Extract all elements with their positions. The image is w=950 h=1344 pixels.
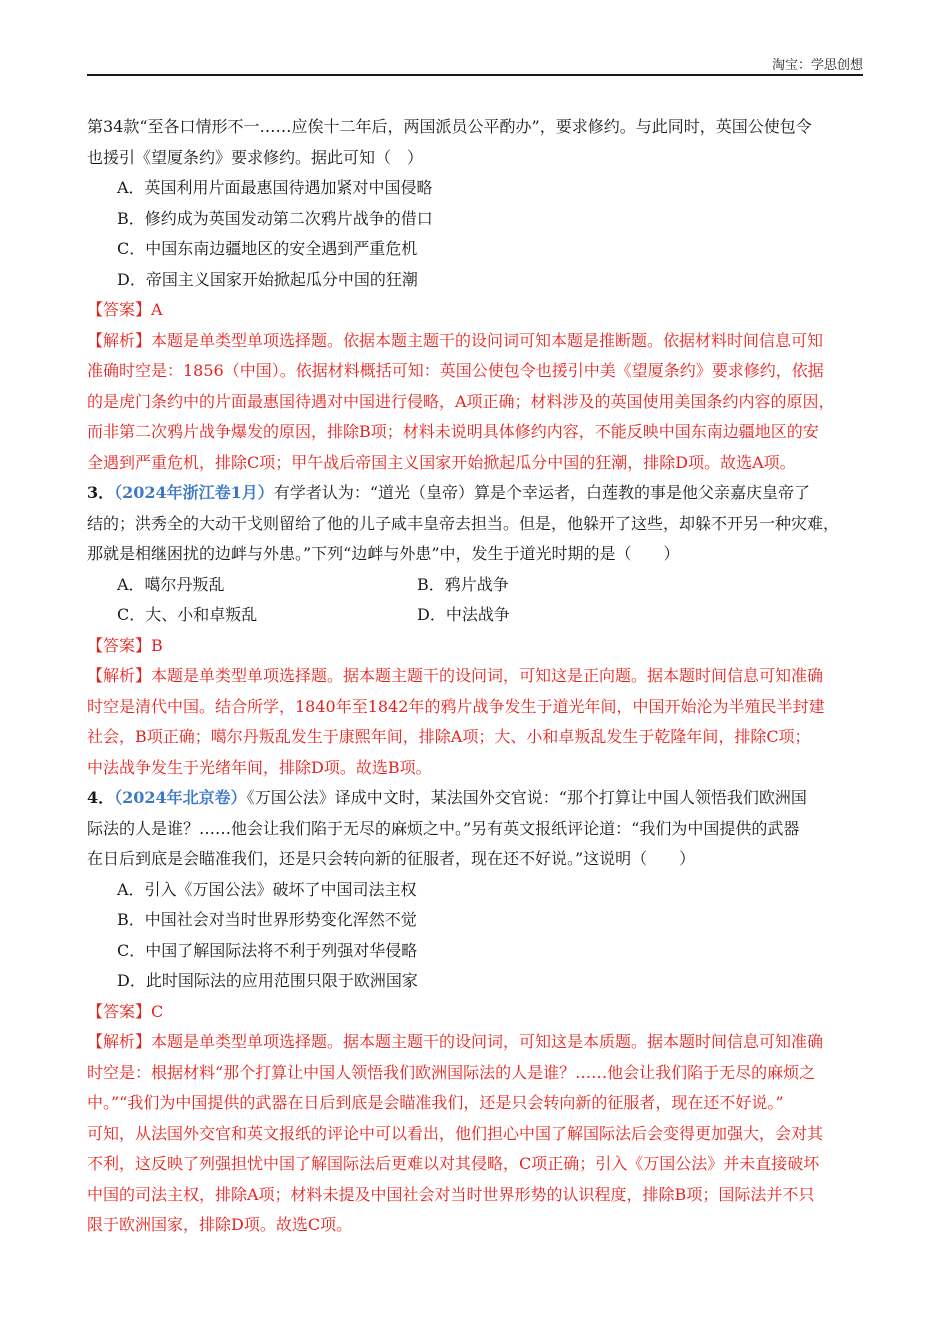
page-content bbox=[87, 112, 865, 1241]
q2-analysis-line-3: 的是虎门条约中的片面最惠国待遇对中国进行侵略，A项正确；材料涉及的英国使用美国条约内容的原因， bbox=[87, 391, 835, 411]
q4-analysis-line-1: 【解析】本题是单类型单项选择题。据本题主题干的设问词，可知这是本质题。据本题时间信息可知准确 bbox=[87, 1032, 824, 1051]
q2-option-c: C．中国东南边疆地区的安全遇到严重危机 bbox=[117, 239, 418, 258]
q2-option-b: B．修约成为英国发动第二次鸦片战争的借口 bbox=[117, 208, 433, 228]
q4-stem-line-1 bbox=[87, 783, 865, 814]
q3-number: 3． bbox=[87, 483, 115, 502]
question-3 bbox=[87, 478, 865, 783]
question-4 bbox=[87, 783, 865, 1241]
question-2 bbox=[87, 112, 865, 478]
q2-analysis-line-4: 而非第二次鸦片战争爆发的原因，排除B项；材料未说明具体修约内容，不能反映中国东南边疆地区的安 bbox=[87, 422, 819, 441]
q2-analysis-line-1: 【解析】本题是单类型单项选择题。依据本题主题干的设问词可知本题是推断题。依据材料时间信息可知 bbox=[87, 330, 824, 350]
q4-number: 4． bbox=[87, 788, 115, 807]
q3-stem-line-3: 那就是相继困扰的边衅与外患。”下列“边衅与外患”中，发生于道光时期的是（ ） bbox=[87, 544, 680, 563]
header-shop-text: 淘宝：学思创想 bbox=[771, 58, 863, 73]
q3-option-c: C．大、小和卓叛乱 bbox=[117, 605, 258, 624]
q3-option-a: A．噶尔丹叛乱 bbox=[117, 574, 225, 594]
q4-option-b: B．中国社会对当时世界形势变化浑然不觉 bbox=[117, 910, 417, 929]
q3-option-d: D．中法战争 bbox=[417, 605, 510, 624]
q4-analysis-line-5: 不利，这反映了列强担忧中国了解国际法后更难以对其侵略，C项正确；引入《万国公法》并未直接破坏 bbox=[87, 1154, 820, 1173]
q4-option-d: D．此时国际法的应用范围只限于欧洲国家 bbox=[117, 971, 418, 990]
q2-answer: 【答案】A bbox=[87, 300, 163, 319]
page-header bbox=[87, 56, 863, 76]
q2-stem-line-1: 第34款“至各口情形不一……应俟十二年后，两国派员公平酌办”，要求修约。与此同时，英国公使包令 bbox=[87, 117, 812, 136]
q3-stem-text: 有学者认为：“道光（皇帝）算是个幸运者，白莲教的事是他父亲嘉庆皇帝了 bbox=[273, 483, 810, 502]
q3-stem-line-1 bbox=[87, 478, 865, 509]
q3-analysis-line-2: 时空是清代中国。结合所学，1840年至1842年的鸦片战争发生于道光年间，中国开始沦为半殖民半封建 bbox=[87, 696, 825, 716]
q2-option-d: D．帝国主义国家开始掀起瓜分中国的狂潮 bbox=[117, 269, 418, 289]
q4-analysis-line-4: 可知，从法国外交官和英文报纸的评论中可以看出，他们担心中国了解国际法后会变得更加强大，会对其 bbox=[87, 1123, 824, 1143]
q2-analysis-line-5: 全遇到严重危机，排除C项；甲午战后帝国主义国家开始掀起瓜分中国的狂潮，排除D项。故选A项。 bbox=[87, 452, 796, 472]
q4-stem-text: 《万国公法》译成中文时，某法国外交官说：“那个打算让中国人领悟我们欧洲国 bbox=[246, 788, 807, 807]
q3-stem-line-2: 结的；洪秀全的大动干戈则留给了他的儿子咸丰皇帝去担当。但是，他躲开了这些，却躲不开另一种灾难， bbox=[87, 513, 840, 533]
q2-option-a: A．英国利用片面最惠国待遇加紧对中国侵略 bbox=[117, 178, 433, 197]
q3-options-row-2 bbox=[87, 600, 865, 631]
q4-source: （2024年北京卷） bbox=[114, 788, 247, 807]
q2-analysis-line-2: 准确时空是：1856（中国）。依据材料概括可知：英国公使包令也援引中美《望厦条约》要求修约，依据 bbox=[87, 361, 824, 380]
q2-stem-line-2: 也援引《望厦条约》要求修约。据此可知（ ） bbox=[87, 147, 424, 167]
q4-option-a: A．引入《万国公法》破坏了中国司法主权 bbox=[117, 879, 417, 899]
q4-stem-line-2: 际法的人是谁？……他会让我们陷于无尽的麻烦之中。”另有英文报纸评论道：“我们为中国提供的武器 bbox=[87, 818, 800, 838]
q4-analysis-line-6: 中国的司法主权，排除A项；材料未提及中国社会对当时世界形势的认识程度，排除B项；国际法并不只 bbox=[87, 1184, 815, 1204]
q4-analysis-line-3: 中。”“我们为中国提供的武器在日后到底是会瞄准我们，还是只会转向新的征服者，现在还不好说。” bbox=[87, 1093, 784, 1112]
q4-stem-line-3: 在日后到底是会瞄准我们，还是只会转向新的征服者，现在还不好说。”这说明（ ） bbox=[87, 849, 696, 868]
q3-analysis-line-4: 中法战争发生于光绪年间，排除D项。故选B项。 bbox=[87, 757, 432, 777]
q3-analysis-line-3: 社会，B项正确；噶尔丹叛乱发生于康熙年间，排除A项；大、小和卓叛乱发生于乾隆年间，排除C项； bbox=[87, 727, 811, 746]
q3-answer: 【答案】B bbox=[87, 635, 163, 655]
q4-option-c: C．中国了解国际法将不利于列强对华侵略 bbox=[117, 940, 418, 960]
q4-analysis-line-7: 限于欧洲国家，排除D项。故选C项。 bbox=[87, 1215, 353, 1234]
q3-options-row-1 bbox=[87, 570, 865, 601]
q3-analysis-line-1: 【解析】本题是单类型单项选择题。据本题主题干的设问词，可知这是正向题。据本题时间信息可知准确 bbox=[87, 666, 824, 685]
q3-option-b: B．鸦片战争 bbox=[417, 574, 509, 594]
q4-answer: 【答案】C bbox=[87, 1001, 164, 1021]
q4-analysis-line-2: 时空是：根据材料“那个打算让中国人领悟我们欧洲国际法的人是谁？……他会让我们陷于无尽的麻烦之 bbox=[87, 1062, 816, 1082]
q3-source: （2024年浙江卷1月） bbox=[114, 483, 274, 502]
